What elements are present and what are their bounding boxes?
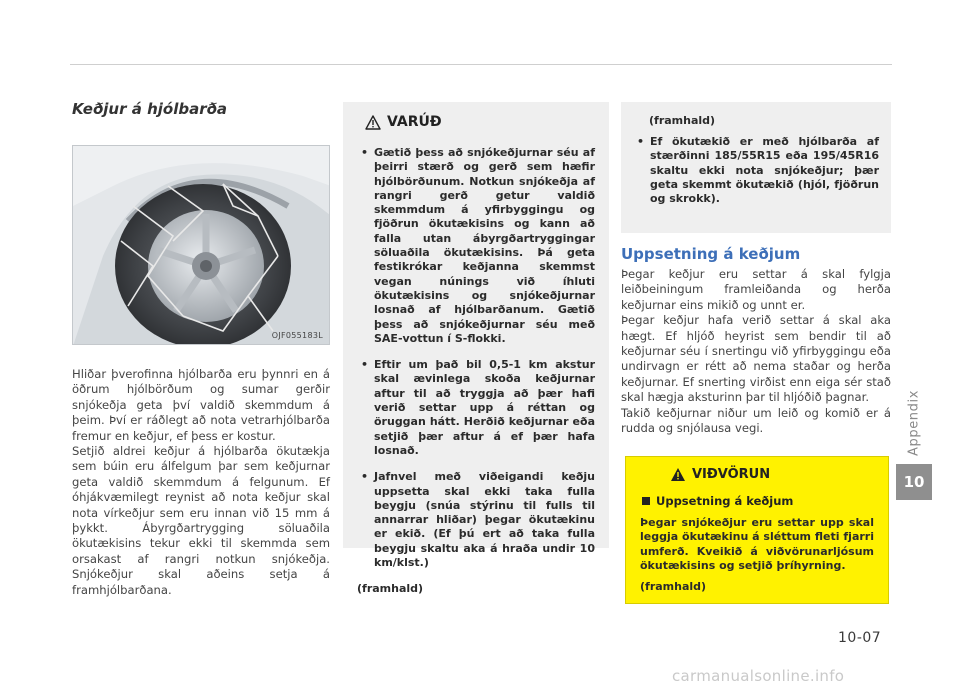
- caution-subheading: [642, 494, 874, 508]
- warning-bullet-2: • Eftir um það bil 0,5-1 km akstur skal ævinlega skoða keðjurnar aftur til að tryggja að þær hafi verið settar upp á réttan og öruggan hátt. Herðið keðjurnar eða setjið þær aftur á ef þær hafa losnað.: [357, 358, 595, 458]
- left-paragraph-1: Hliðar þverofinna hjólbarða eru þynnri en á öðrum hjólbörðum og sumar gerðir snjókeðja geta því valdið skemmdum á þeim. Því er ráðlegt að nota vetrarhjólbarða fremur en keðjur, ef þess er kostur.: [72, 367, 330, 443]
- warning-heading-text: VARÚÐ: [387, 114, 442, 130]
- column-right: [621, 102, 891, 436]
- watermark: carmanualsonline.info: [672, 667, 845, 685]
- caution-heading: [670, 467, 874, 482]
- caution-box: [625, 456, 889, 604]
- continued-bullet-list: [633, 135, 879, 206]
- warning-bullet-3: • Jafnvel með viðeigandi keðju uppsetta skal ekki taka fulla beygju (snúa stýrinu til fulls til annarrar hliðar) þegar ökutækinu er ekið. (Ef þú ert að taka fulla beygju skaltu aka á hraða undir 10 km/klst.): [357, 470, 595, 570]
- column-left: [72, 100, 330, 598]
- warning-triangle-icon: [365, 115, 381, 130]
- continued-bullet: • Ef ökutækið er með hjólbarða af stærðinni 185/55R15 eða 195/45R16 skaltu ekki nota snjókeðjur; þær geta skemmt ökutækið (hjól, fjöðrun og skrokk).: [633, 135, 879, 206]
- tire-chain-illustration: [72, 145, 330, 345]
- warning-bullet-list: [357, 146, 595, 570]
- caution-heading-text: VIÐVÖRUN: [692, 467, 771, 482]
- right-body-text: [621, 267, 891, 436]
- caution-body: Þegar snjókeðjur eru settar upp skal leggja ökutækinu á sléttum fleti fjarri umferð. Kveikið á viðvörunarljósum ökutækisins og setjið þríhyrning.: [640, 516, 874, 572]
- section-title: Keðjur á hjólbarða: [72, 100, 228, 118]
- installation-section-title: Uppsetning á keðjum: [621, 245, 801, 263]
- warning-bullet-1: • Gætið þess að snjókeðjurnar séu af þeirri stærð og gerð sem hæfir hjólbörðunum. Notkun snjókeðja af rangri gerð getur valdið skemmdum á yfirbyggingu og fjöðrun ökutækisins og kann að falla utan ábyrgðartryggingar söluaðila ökutækisins. Þá geta festikrókar keðjanna skemmst vegan núnings við íhluti ökutækisins og snjókeðjurnar losnað af hjólbarðanum. Gætið þess að snjókeðjurnar séu með SAE-vottun í S-flokki.: [357, 146, 595, 346]
- warning-box: [343, 102, 609, 596]
- caution-triangle-icon: [670, 467, 686, 482]
- warning-heading: [365, 114, 595, 130]
- right-paragraph-3: Takið keðjurnar niður um leið og komið er á rudda og snjólausa vegi.: [621, 405, 891, 436]
- left-body-text: [72, 367, 330, 598]
- appendix-label-text: Appendix: [906, 390, 922, 456]
- appendix-side-label: [901, 388, 927, 458]
- wheel-with-chain-drawing: [73, 146, 330, 345]
- continued-warning-box: [621, 102, 891, 233]
- chapter-tab: 10: [896, 464, 932, 500]
- continued-label: (framhald): [649, 114, 716, 127]
- right-paragraph-2: Þegar keðjur hafa verið settar á skal aka hægt. Ef hljóð heyrist sem bendir til að keðjurnar séu í snertingu við yfirbyggingu eða undirvagn er rétt að nema staðar og herða keðjurnar. Ef snerting virðist enn eiga sér stað skal hægja aksturinn þar til hljóðið þagnar.: [621, 313, 891, 405]
- warning-continued: (framhald): [357, 582, 424, 596]
- right-paragraph-1: Þegar keðjur eru settar á skal fylgja leiðbeiningum framleiðanda og herða keðjurnar eins mikið og unnt er.: [621, 267, 891, 312]
- page-number: 10-07: [838, 630, 882, 646]
- left-paragraph-2: Setjið aldrei keðjur á hjólbarða ökutækja sem búin eru álfelgum þar sem keðjurnar geta valdið skemmdum á felgunum. Ef óhjákvæmilegt reynist að nota keðjur skal nota vírkeðjur sem eru innan við 15 mm á þykkt. Ábyrgðartrygging söluaðila ökutækisins tekur ekki til skemmda sem orsakast af rangri notkun snjókeðja. Snjókeðjur skal aðeins setja á framhjólbarðana.: [72, 444, 330, 597]
- top-divider: [70, 64, 892, 65]
- caution-continued: (framhald): [640, 580, 707, 594]
- square-bullet-icon: [642, 497, 650, 505]
- figure-code: OJF055183L: [271, 331, 323, 340]
- caution-subheading-text: Uppsetning á keðjum: [656, 494, 794, 508]
